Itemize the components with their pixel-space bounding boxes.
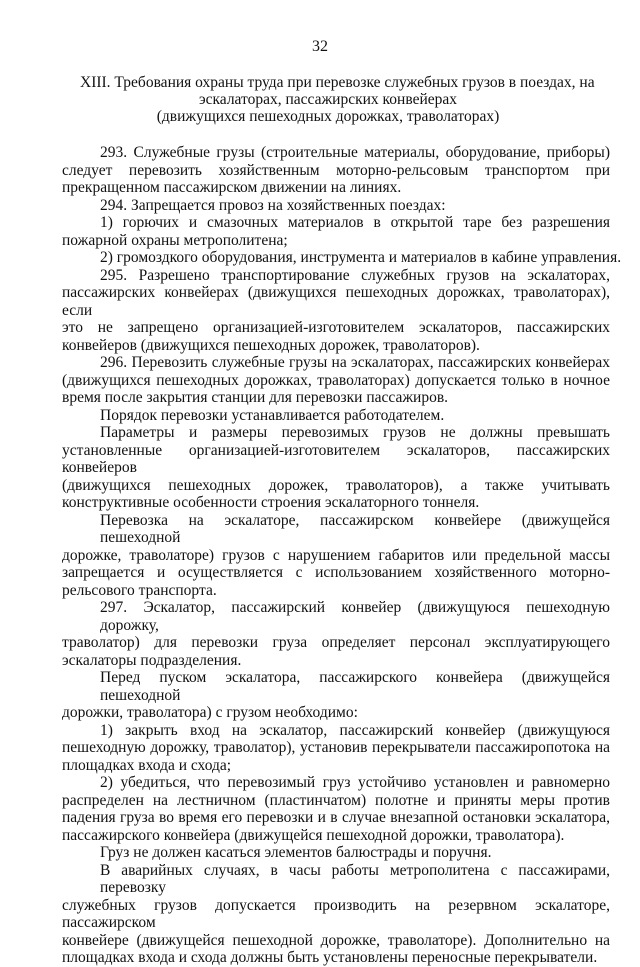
- paragraph: [62, 197, 610, 215]
- paragraph: [62, 144, 610, 197]
- paragraph: [62, 862, 610, 967]
- paragraph-line: траволатор) для перевозки груза определяет персонал эксплуатирующего: [62, 634, 610, 651]
- paragraph: [62, 267, 610, 355]
- paragraph-line: Перед пуском эскалатора, пассажирского конвейера (движущейся пешеходной: [100, 669, 610, 704]
- paragraph: [62, 424, 610, 512]
- paragraph-line: 2) громоздкого оборудования, инструмента и материалов в кабине управления.: [100, 249, 622, 266]
- paragraph-line: Перевозка на эскалаторе, пассажирском конвейере (движущейся пешеходной: [100, 511, 610, 546]
- paragraph-line: рельсового транспорта.: [62, 581, 217, 599]
- paragraph-line: конвейере (движущейся пешеходной дорожке, траволаторе). Дополнительно на: [62, 931, 610, 949]
- paragraph-line: пассажирского конвейера (движущейся пешеходной дорожки, траволатора).: [62, 826, 565, 844]
- paragraph-line: служебных грузов допускается производить на резервном эскалаторе, пассажирском: [62, 896, 610, 931]
- section-heading: [80, 74, 595, 125]
- document-body: [62, 144, 622, 967]
- paragraph-line: 1) горючих и смазочных материалов в открытой таре без разрешения: [100, 214, 610, 231]
- page-number: 32: [312, 38, 328, 55]
- paragraph: [62, 214, 610, 249]
- paragraph-line: 294. Запрещается провоз на хозяйственных поездах:: [100, 196, 446, 214]
- paragraph-line: запрещается и осуществляется с использованием хозяйственного моторно-: [62, 564, 610, 581]
- paragraph-line: эскалаторы подразделения.: [62, 651, 242, 669]
- paragraph-line: Груз не должен касаться элементов балюстрады и поручня.: [100, 844, 492, 861]
- paragraph-line: дорожки, траволатора) с грузом необходимо:: [62, 704, 358, 721]
- paragraph-line: (движущихся пешеходных дорожках, траволаторах) допускается только в ночное: [62, 371, 610, 389]
- paragraph-line: (движущихся пешеходных дорожек, траволаторов), а также учитывать: [62, 476, 610, 494]
- paragraph-line: площадках входа и схода должны быть установлены переносные перекрыватели.: [62, 949, 598, 966]
- paragraph: [62, 512, 610, 600]
- section-heading-line: эскалаторах, пассажирских конвейерах: [198, 91, 458, 108]
- paragraph-line: время после закрытия станции для перевозки пассажиров.: [62, 389, 449, 406]
- paragraph: [62, 249, 622, 267]
- paragraph-line: прекращенном пассажирском движении на линиях.: [62, 179, 402, 196]
- section-heading-line: XIII. Требования охраны труда при перевозке служебных грузов в поездах, на: [80, 74, 595, 91]
- paragraph-line: падения груза во время его перевозки и в случае внезапной остановки эскалатора,: [62, 809, 610, 826]
- paragraph: [62, 354, 610, 407]
- paragraph-line: следует перевозить хозяйственным моторно-рельсовым транспортом при: [62, 161, 610, 179]
- paragraph-line: 1) закрыть вход на эскалатор, пассажирский конвейер (движущуюся: [100, 721, 610, 739]
- paragraph-line: площадках входа и схода;: [62, 756, 232, 774]
- paragraph-line: это не запрещено организацией-изготовителем эскалаторов, пассажирских: [62, 319, 610, 336]
- paragraph-line: пешеходную дорожку, траволатор), установив перекрыватели пассажиропотока на: [62, 739, 610, 756]
- paragraph-line: конструктивные особенности строения эскалаторного тоннеля.: [62, 494, 480, 511]
- paragraph-line: распределен на лестничном (пластинчатом) полотне и приняты меры против: [62, 791, 610, 809]
- paragraph-line: В аварийных случаях, в часы работы метрополитена с пассажирами, перевозку: [100, 861, 610, 896]
- section-heading-line: (движущихся пешеходных дорожках, траволаторах): [156, 108, 500, 125]
- paragraph-line: пожарной охраны метрополитена;: [62, 231, 288, 249]
- paragraph: [62, 669, 610, 722]
- paragraph: [62, 774, 610, 844]
- paragraph-line: 297. Эскалатор, пассажирский конвейер (движущуюся пешеходную дорожку,: [100, 599, 610, 634]
- paragraph-line: пассажирских конвейерах (движущихся пешеходных дорожках, траволаторах), если: [62, 284, 610, 319]
- paragraph-line: Порядок перевозки устанавливается работодателем.: [100, 406, 445, 424]
- paragraph-line: установленные организацией-изготовителем эскалаторов, пассажирских конвейеров: [62, 441, 610, 476]
- paragraph: [62, 599, 610, 669]
- paragraph-line: конвейеров (движущихся пешеходных дорожек, траволаторов).: [62, 336, 480, 354]
- paragraph-line: 293. Служебные грузы (строительные материалы, оборудование, приборы): [100, 144, 610, 161]
- paragraph-line: 295. Разрешено транспортирование служебных грузов на эскалаторах,: [100, 266, 610, 284]
- paragraph-line: 296. Перевозить служебные грузы на эскалаторах, пассажирских конвейерах: [100, 354, 610, 371]
- paragraph: [62, 722, 610, 775]
- paragraph-line: дорожке, траволаторе) грузов с нарушением габаритов или предельной массы: [62, 546, 610, 564]
- paragraph: [62, 844, 610, 862]
- paragraph-line: Параметры и размеры перевозимых грузов не должны превышать: [100, 424, 610, 441]
- paragraph-line: 2) убедиться, что перевозимый груз устойчиво установлен и равномерно: [100, 774, 610, 791]
- paragraph: [62, 407, 610, 425]
